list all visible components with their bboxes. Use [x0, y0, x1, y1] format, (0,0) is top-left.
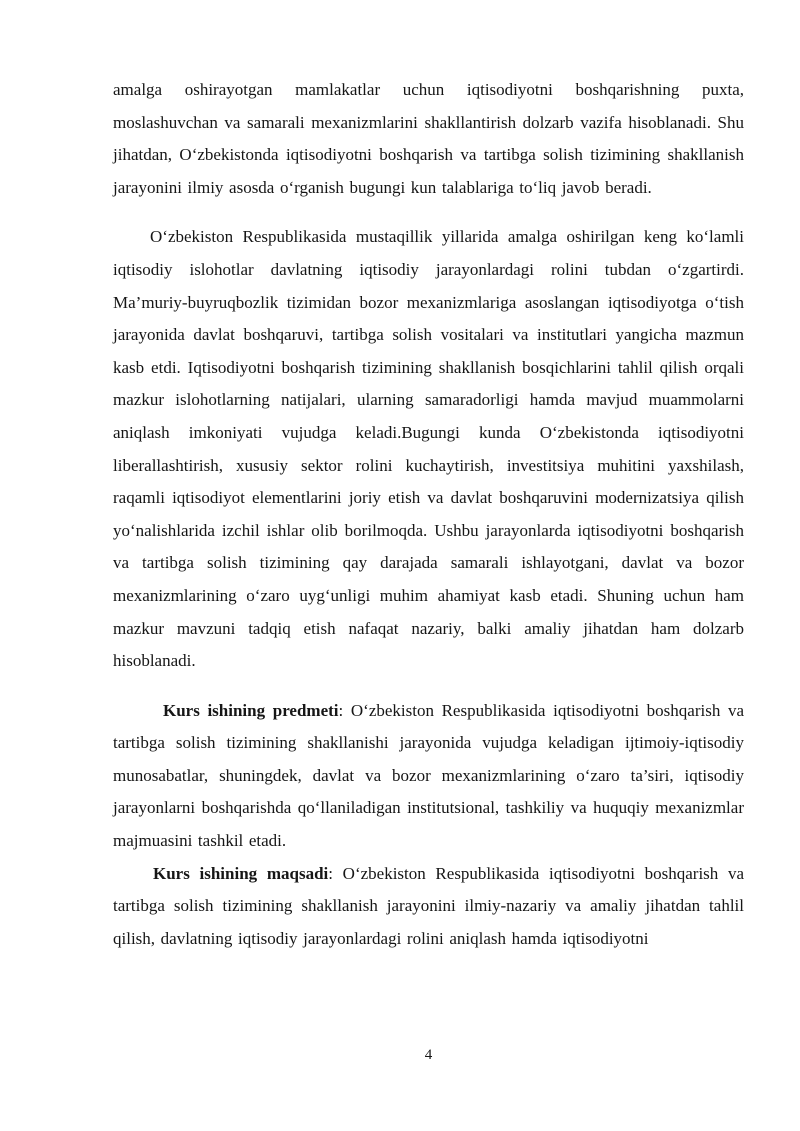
paragraph-reforms: [113, 221, 744, 677]
paragraph-text: : O‘zbekiston Respublikasida iqtisodiyotni boshqarish va tartibga solish tizimining shakllanishi jarayonida vujudga keladigan ijtimoiy-iqtisodiy munosabatlar, shuningdek, davlat va bozor mexanizmlarining o‘zaro ta’siri, iqtisodiy jarayonlarni boshqarishda qo‘llaniladigan institutsional, tashkiliy va huquqiy mexanizmlar majmuasini tashkil etadi.: [113, 700, 744, 851]
page-number: 4: [424, 1047, 433, 1063]
paragraph-lead-bold: Kurs ishining maqsadi: [153, 863, 329, 883]
paragraph-text: : O‘zbekiston Respublikasida iqtisodiyotni boshqarish va tartibga solish tizimining shakllanish jarayonini ilmiy-nazariy va amaliy jihatdan tahlil qilish, davlatning iqtisodiy jarayonlardagi rolini aniqlash hamda iqtisodiyotni: [113, 863, 745, 948]
paragraph-continuation: [113, 74, 744, 204]
paragraph-text: O‘zbekiston Respublikasida mustaqillik yillarida amalga oshirilgan keng ko‘lamli iqtisodiy islohotlar davlatning iqtisodiy jarayonlardagi rolini tubdan o‘zgartirdi. Ma’muriy-buyruqbozlik tizimidan bozor mexanizmlariga asoslangan iqtisodiyotga o‘tish jarayonida davlat boshqaruvi, tartibga solish vositalari va institutlari yangicha mazmun kasb etdi. Iqtisodiyotni boshqarish tizimining shakllanish bosqichlarini tahlil qilish orqali mazkur islohotlarning natijalari, ularning samaradorligi hamda mavjud muammolarni aniqlash imkoniyati vujudga keladi.Bugungi kunda O‘zbekistonda iqtisodiyotni liberallashtirish, xususiy sektor rolini kuchaytirish, investitsiya muhitini yaxshilash, raqamli iqtisodiyot elementlarini joriy etish va davlat boshqaruvini modernizatsiya qilish yo‘nalishlarida izchil ishlar olib borilmoqda. Ushbu jarayonlarda iqtisodiyotni boshqarish va tartibga solish tizimining qay darajada samarali ishlayotgani, davlat va bozor mexanizmlarining o‘zaro uyg‘unligi muhim ahamiyat kasb etadi. Shuning uchun ham mazkur mavzuni tadqiq etish nafaqat nazariy, balki amaliy jihatdan ham dolzarb hisoblanadi.: [113, 227, 744, 671]
paragraph-lead-bold: Kurs ishining predmeti: [163, 700, 339, 720]
paragraph-course-goal: [113, 858, 744, 956]
paragraph-course-subject: [113, 695, 744, 858]
paragraph-text: amalga oshirayotgan mamlakatlar uchun iqtisodiyotni boshqarishning puxta, moslashuvchan va samarali mexanizmlarini shakllantirish dolzarb vazifa hisoblanadi. Shu jihatdan, O‘zbekistonda iqtisodiyotni boshqarish va tartibga solish tizimining shakllanish jarayonini ilmiy asosda o‘rganish bugungi kun talablariga to‘liq javob beradi.: [113, 80, 744, 197]
